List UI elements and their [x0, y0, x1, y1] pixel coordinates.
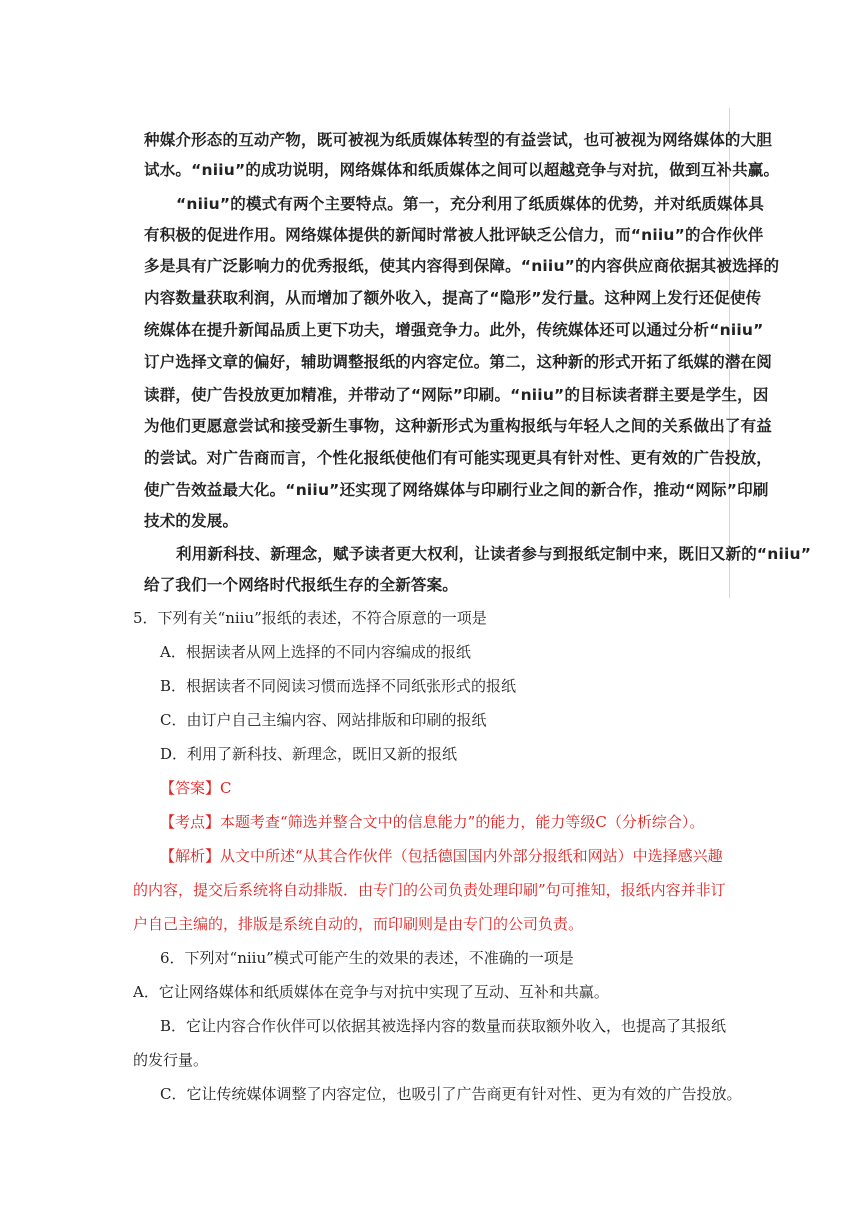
q5-analysis-line: 【解析】从文中所述“从其合作伙伴（包括德国国内外部分报纸和网站）中选择感兴趣 — [160, 847, 723, 865]
q6-stem: 6．下列对“niiu”模式可能产生的效果的表述，不准确的一项是 — [160, 949, 574, 967]
passage-line: 使广告效益最大化。“niiu”还实现了网络媒体与印刷行业之间的新合作，推动“网际”印刷 — [144, 481, 769, 499]
passage-line: 有积极的促进作用。网络媒体提供的新闻时常被人批评缺乏公信力，而“niiu”的合作伙伴 — [144, 226, 764, 244]
passage-line: 的尝试。对广告商而言，个性化报纸使他们有可能实现更具有针对性、更有效的广告投放， — [144, 449, 773, 467]
q6-option-c: C．它让传统媒体调整了内容定位，也吸引了广告商更有针对性、更为有效的广告投放。 — [160, 1085, 742, 1103]
passage-line: 统媒体在提升新闻品质上更下功夫，增强竞争力。此外，传统媒体还可以通过分析“niiu” — [144, 321, 764, 339]
q6-option-b-cont: 的发行量。 — [133, 1051, 209, 1069]
q5-answer: 【答案】C — [160, 779, 232, 797]
passage-line: 试水。“niiu”的成功说明，网络媒体和纸质媒体之间可以超越竞争与对抗，做到互补共赢。 — [144, 161, 780, 179]
passage-line: 读群，使广告投放更加精准，并带动了“网际”印刷。“niiu”的目标读者群主要是学生，因 — [144, 386, 769, 404]
passage-line: 内容数量获取利润，从而增加了额外收入，提高了“隐形”发行量。这种网上发行还促使传 — [144, 289, 762, 307]
passage-line: 给了我们一个网络时代报纸生存的全新答案。 — [144, 576, 459, 594]
q5-option-b: B．根据读者不同阅读习惯而选择不同纸张形式的报纸 — [160, 677, 517, 695]
passage-line: 订户选择文章的偏好，辅助调整报纸的内容定位。第二，这种新的形式开拓了纸媒的潜在阅 — [144, 353, 773, 371]
q5-option-a: A．根据读者从网上选择的不同内容编成的报纸 — [160, 643, 471, 661]
passage-line: “niiu”的模式有两个主要特点。第一，充分利用了纸质媒体的优势，并对纸质媒体具 — [176, 195, 765, 213]
q5-point: 【考点】本题考查“筛选并整合文中的信息能力”的能力，能力等级C（分析综合）。 — [160, 813, 705, 831]
q5-option-c: C．由订户自己主编内容、网站排版和印刷的报纸 — [160, 711, 487, 729]
passage-line: 多是具有广泛影响力的优秀报纸，使其内容得到保障。“niiu”的内容供应商依据其被选择的 — [144, 257, 780, 275]
q6-option-b: B．它让内容合作伙伴可以依据其被选择内容的数量而获取额外收入，也提高了其报纸 — [160, 1017, 727, 1035]
q5-stem: 5．下列有关“niiu”报纸的表述，不符合原意的一项是 — [133, 609, 487, 627]
q5-analysis-line: 户自己主编的，排版是系统自动的，而印刷则是由专门的公司负责。 — [133, 915, 584, 933]
passage-line: 种媒介形态的互动产物，既可被视为纸质媒体转型的有益尝试，也可被视为网络媒体的大胆 — [144, 131, 773, 149]
passage-line: 利用新科技、新理念，赋予读者更大权利，让读者参与到报纸定制中来，既旧又新的“niiu” — [176, 545, 812, 563]
passage-line: 为他们更愿意尝试和接受新生事物，这种新形式为重构报纸与年轻人之间的关系做出了有益 — [144, 417, 773, 435]
q5-analysis-line: 的内容，提交后系统将自动排版．由专门的公司负责处理印刷”句可推知，报纸内容并非订 — [133, 881, 726, 899]
q5-option-d: D．利用了新科技、新理念，既旧又新的报纸 — [160, 745, 458, 763]
q6-option-a: A．它让网络媒体和纸质媒体在竞争与对抗中实现了互动、互补和共赢。 — [133, 983, 609, 1001]
passage-line: 技术的发展。 — [144, 512, 239, 530]
